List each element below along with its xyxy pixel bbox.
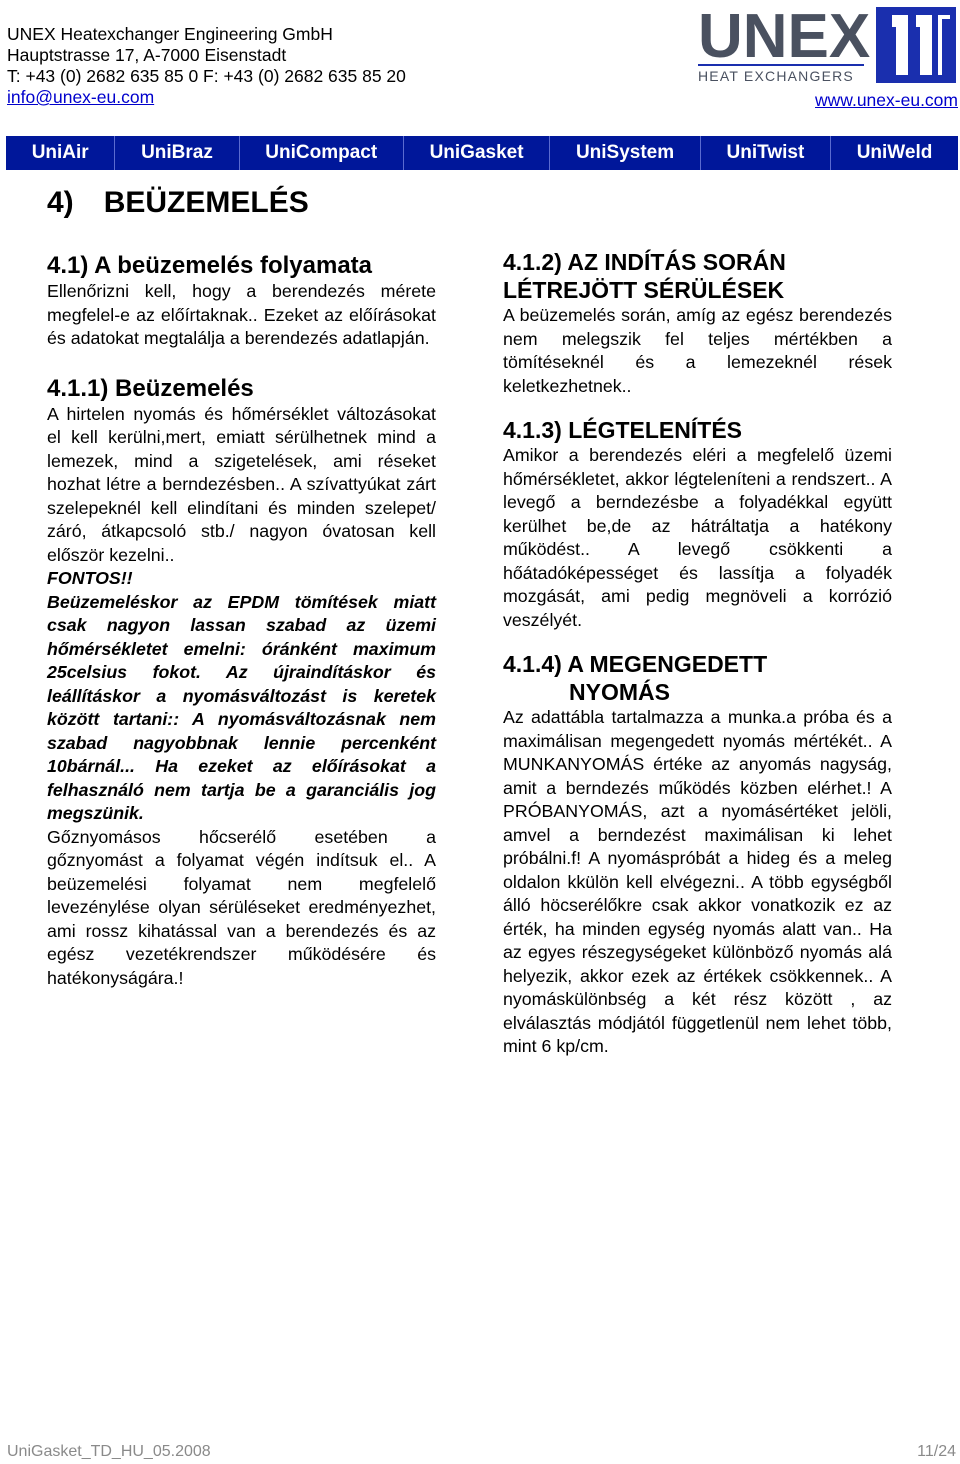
document-id: UniGasket_TD_HU_05.2008 (7, 1443, 211, 1460)
section-4-1-4-title (503, 650, 892, 706)
warning-body: Beüzemeléskor az EPDM tömítések miatt csak nagyon lassan szabad az üzemi hőmérsékletet emelni: óránként maximum 25celsius fokot. Az újraindításkor és leállításkor a nyomásváltozást is keretek között tartani:: A nyomásváltozásnak nem szabad nagyobbnak lennie percenként 10bárnál... Ha ezeket az előírásokat a felhasználó nem tartja be a garanciális jog megszünik. (47, 591, 436, 823)
logo-wordmark: UNEX (698, 5, 871, 71)
section-4-1-1-body: A hirtelen nyomás és hőmérséklet változásokat el kell kerülni,mert, emiatt sérülhetnek mind a lemezek, mind a szigetelések, ami réseket hozhat létre a berndezésben.. A szívattyúkat zárt szelepeknél kell elindítani és minden szelepet/ záró, átkapcsoló stb./ nagyon óvatosan kell először kezelni.. (47, 403, 436, 565)
page-number: 11/24 (917, 1443, 956, 1460)
section-4-1-title: 4.1) A beüzemelés folyamata (47, 252, 373, 279)
unex-logo (696, 5, 958, 85)
logo-subtitle: HEAT EXCHANGERS (698, 68, 854, 84)
nav-uniweld[interactable]: UniWeld (856, 142, 933, 163)
chapter-title (47, 186, 309, 220)
section-4-1-1-title: 4.1.1) Beüzemelés (47, 374, 254, 402)
section-4-1-3-title: 4.1.3) LÉGTELENÍTÉS (503, 417, 742, 443)
section-4-1-3-body: Amikor a berendezés eléri a megfelelő üzemi hőmérsékletet, akkor légteleníteni a rendszert.. A levegő a berndezésbe a folyadékkal együtt kerülhet be,de az hátráltatja a hatékony működést.. A levegő csökkenti a hőátadóképességet és lassítja a folyadék mozgását, ami pedig megnöveli a korrózió veszélyét. (503, 445, 892, 630)
company-phone: T: +43 (0) 2682 635 85 0 F: +43 (0) 2682 635 85 20 (7, 66, 406, 86)
section-4-1-1-body-2: Gőznyomásos hőcserélő esetében a gőznyomást a folyamat végén indítsuk el.. A beüzemelési folyamat nem megfelelő levezénylése olyan sérüléseket eredményezhet, ami rossz kihatással van a berendezés és az egész vezetékrendszer működésére és hatékonyságára.! (47, 826, 436, 988)
section-4-1-2-title: 4.1.2) AZ INDÍTÁS SORÁN LÉTREJÖTT SÉRÜLÉSEK (503, 249, 786, 303)
section-4-1-4-title-line2: NYOMÁS (569, 679, 670, 705)
right-column (503, 248, 892, 1059)
company-header (7, 24, 406, 108)
chapter-name: BEÜZEMELÉS (103, 186, 309, 219)
nav-unigasket[interactable]: UniGasket (404, 136, 550, 170)
section-4-1-body: Ellenőrizni kell, hogy a berendezés mérete megfelel-e az előírtaknak.. Ezeket az előírásokat és adatokat megtalálja a berendezés adatlapján. (47, 281, 436, 348)
nav-unicompact[interactable]: UniCompact (240, 136, 404, 170)
section-4-1-4-title-line1: 4.1.4) A MEGENGEDETT (503, 651, 768, 677)
unex-logo-graphic (696, 5, 958, 85)
email-link[interactable]: info@unex-eu.com (7, 87, 155, 107)
section-4-1-2-body: A beüzemelés során, amíg az egész berendezés nem melegszik fel teljes mértékben a tömítéseknél és a lemezeknél rések keletkezhetnek.. (503, 305, 892, 396)
nav-uniair[interactable]: UniAir (6, 136, 115, 170)
left-column (47, 252, 436, 990)
company-name: UNEX Heatexchanger Engineering GmbH (7, 24, 333, 44)
product-nav (6, 136, 958, 170)
nav-unisystem[interactable]: UniSystem (550, 136, 701, 170)
warning-label: FONTOS!! (47, 568, 133, 588)
nav-unibraz[interactable]: UniBraz (115, 136, 239, 170)
company-address: Hauptstrasse 17, A-7000 Eisenstadt (7, 45, 287, 65)
section-4-1-4-body: Az adattábla tartalmazza a munka.a próba és a maximálisan megengedett nyomás mértékét.. A MUNKANYOMÁS értéke az anyomás nagyság, amit a berndezés működés közben elérhet.! A PRÓBANYOMÁS, azt a nyomásértéket jelöli, amvel a berndezést maximálisan ki lehet próbálni.f! A nyomáspróbát a hideg és a meleg oldalon kkülön kell elvégezni.. A több egységből álló höcserélőkre csak akkor vonatkozik ez az érték, ha minden egység nyomás alatt van.. Ha az egyes részegységeket különböző nyomás alá helyezik, akkor ezek az értékek csökkennek.. A nyomáskülönbség a két rész között , az elválasztás módjától függetlenül nem lehet több, mint 6 kp/cm. (503, 707, 892, 1056)
website-link[interactable]: www.unex-eu.com (815, 90, 958, 110)
chapter-number: 4) (47, 186, 74, 219)
nav-unitwist[interactable]: UniTwist (701, 136, 831, 170)
